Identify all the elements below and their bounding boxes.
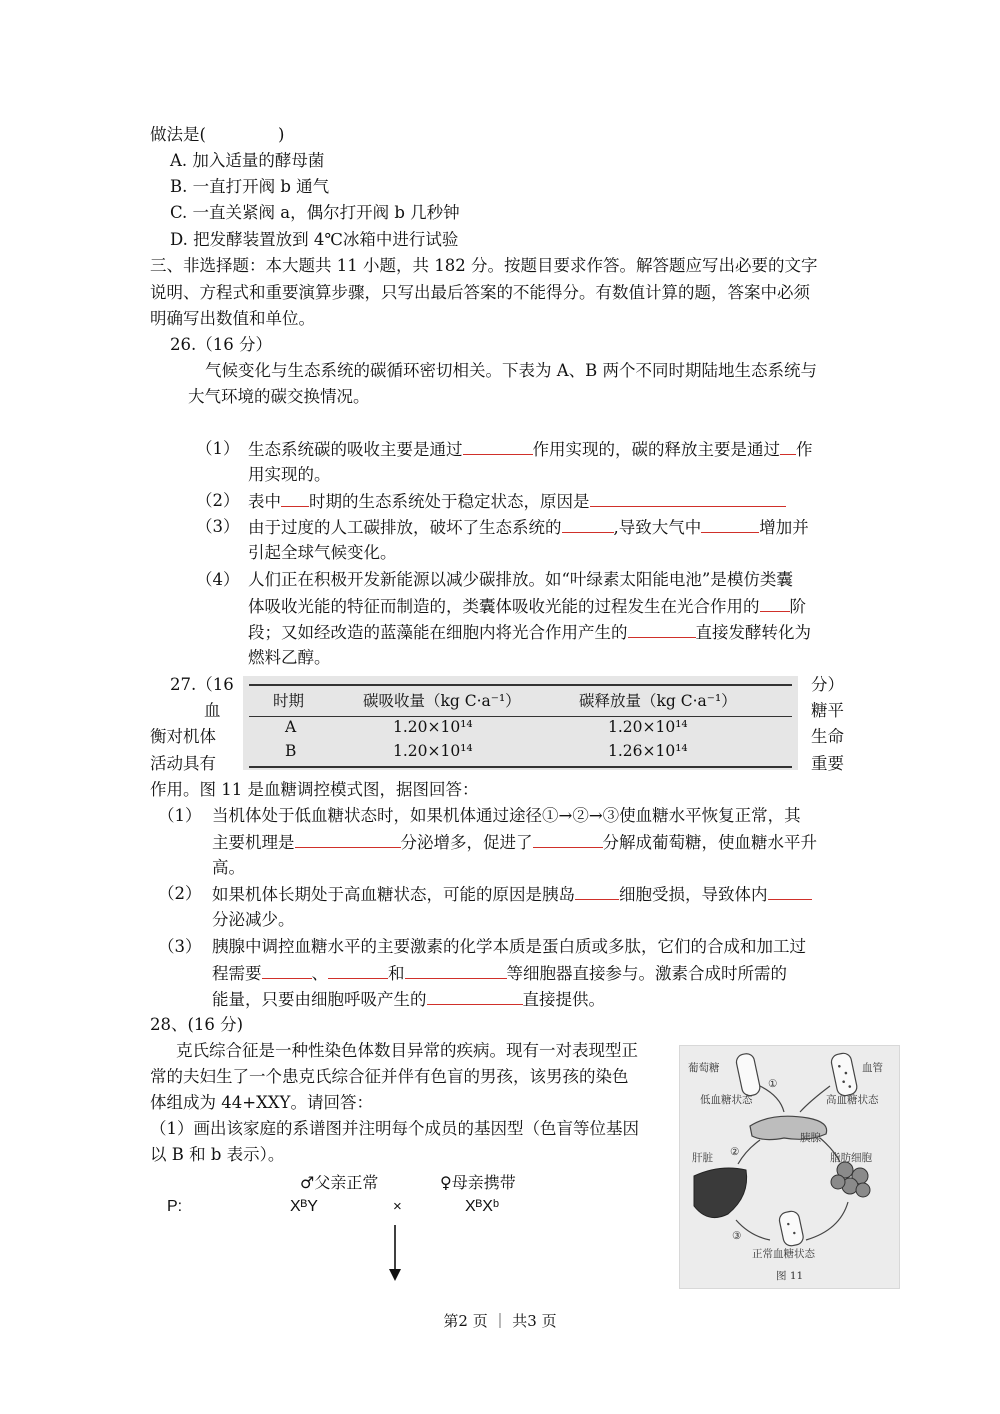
fig-caption: 图 11 — [776, 1270, 804, 1282]
q25-option-d: D. 把发酵装置放到 4℃冰箱中进行试验 — [170, 230, 459, 249]
fig-label-liver: 肝脏 — [692, 1152, 713, 1164]
table-cell-b-uptake: 1.20×10¹⁴ — [393, 742, 473, 760]
q27-sub2-line2: 分泌减少。 — [212, 910, 295, 929]
q26-sub3-line2: 引起全球气候变化。 — [248, 543, 397, 562]
q27-sub1-line1: 当机体处于低血糖状态时，如果机体通过途径①→②→③使血糖水平恢复正常，其 — [212, 806, 801, 825]
father-genotype: XᴮY — [290, 1198, 318, 1215]
carbon-exchange-table — [243, 676, 798, 770]
answer-blank[interactable] — [281, 488, 309, 507]
q27-sub2-number: （2） — [158, 884, 202, 903]
q26-sub4-line1: 人们正在积极开发新能源以减少碳排放。如“叶绿素太阳能电池”是模仿类囊 — [248, 570, 793, 589]
q27-text-left-2: 血 — [204, 701, 221, 720]
father-label: ♂父亲正常 — [300, 1173, 379, 1192]
q27-sub2-line1: 如果机体长期处于高血糖状态，可能的原因是胰岛 细胞受损，导致体内 — [212, 881, 812, 908]
fig-step-3: ③ — [732, 1230, 742, 1242]
answer-blank[interactable] — [328, 960, 388, 979]
answer-blank[interactable] — [768, 881, 812, 900]
q27-text-left-3: 衡对机体 — [150, 727, 216, 746]
q28-para-3: 体组成为 44+XXY。请回答： — [150, 1093, 373, 1112]
table-cell-a-period: A — [285, 718, 297, 736]
q28-para-1: 克氏综合征是一种性染色体数目异常的疾病。现有一对表现型正 — [176, 1041, 638, 1060]
fig-label-vessel: 血管 — [862, 1062, 883, 1074]
parent-generation-label: P: — [167, 1198, 183, 1215]
q28-para-5: 以 B 和 b 表示）。 — [150, 1145, 285, 1164]
q27-text-right-3: 生命 — [811, 727, 844, 746]
section3-line2: 说明、方程式和重要演算步骤，只写出最后答案的不能得分。有数值计算的题，答案中必须 — [150, 283, 810, 302]
answer-blank[interactable] — [628, 619, 696, 638]
answer-blank[interactable] — [405, 960, 507, 979]
q28-heading: 28、(16 分) — [150, 1015, 244, 1034]
q27-text-left-4: 活动具有 — [150, 754, 216, 773]
q27-heading-left: 27.（16 — [170, 675, 234, 694]
q27-text-right-2: 糖平 — [811, 701, 844, 720]
mother-label: ♀母亲携带 — [440, 1173, 516, 1192]
table-header-uptake: 碳吸收量（kg C·a⁻¹） — [363, 692, 521, 710]
q26-sub1-number: （1） — [196, 439, 240, 458]
q27-sub1-line3: 高。 — [212, 858, 245, 877]
mother-genotype: XᴮXᵇ — [465, 1198, 500, 1215]
section3-line3: 明确写出数值和单位。 — [150, 309, 315, 328]
cross-symbol: × — [393, 1198, 402, 1215]
q26-sub4-line4: 燃料乙醇。 — [248, 648, 331, 667]
q27-sub3-number: （3） — [158, 937, 202, 956]
section3-line1: 三、非选择题：本大题共 11 小题，共 182 分。按题目要求作答。解答题应写出必要的文字 — [150, 256, 818, 275]
fig-label-glucose: 葡萄糖 — [688, 1062, 720, 1074]
q26-intro-2: 大气环境的碳交换情况。 — [188, 387, 370, 406]
table-header-period: 时期 — [273, 692, 305, 710]
answer-blank[interactable] — [701, 514, 759, 533]
q26-intro-1: 气候变化与生态系统的碳循环密切相关。下表为 A、B 两个不同时期陆地生态系统与 — [205, 361, 818, 380]
q25-option-a: A. 加入适量的酵母菌 — [170, 151, 325, 170]
q27-text-5: 作用。图 11 是血糖调控模式图，据图回答： — [150, 780, 479, 799]
fig-label-pancreas: 胰腺 — [800, 1132, 821, 1144]
answer-blank[interactable] — [533, 829, 603, 848]
answer-blank[interactable] — [262, 960, 312, 979]
table-cell-b-period: B — [285, 742, 297, 760]
table-cell-b-release: 1.26×10¹⁴ — [608, 742, 688, 760]
q25-stem-end: 做法是( ) — [150, 125, 285, 144]
table-cell-a-release: 1.20×10¹⁴ — [608, 718, 688, 736]
q25-option-b: B. 一直打开阀 b 通气 — [170, 177, 330, 196]
q26-sub2-number: （2） — [196, 491, 240, 510]
q26-sub2-line: 表中 时期的生态系统处于稳定状态，原因是 — [248, 488, 786, 515]
q27-sub1-line2: 主要机理是 分泌增多，促进了 分解成葡萄糖，使血糖水平升 — [212, 829, 817, 856]
q27-text-right-4: 重要 — [811, 754, 844, 773]
answer-blank[interactable] — [427, 986, 523, 1005]
answer-blank[interactable] — [760, 593, 790, 612]
answer-blank[interactable] — [780, 436, 796, 455]
q26-sub1-line2: 用实现的。 — [248, 465, 331, 484]
q26-sub4-number: （4） — [196, 570, 240, 589]
answer-blank[interactable] — [463, 436, 533, 455]
fig-step-2: ② — [730, 1146, 740, 1158]
q28-para-2: 常的夫妇生了一个患克氏综合征并伴有色盲的男孩，该男孩的染色 — [150, 1067, 629, 1086]
table-header-release: 碳释放量（kg C·a⁻¹） — [579, 692, 737, 710]
answer-blank[interactable] — [295, 829, 401, 848]
q26-sub3-number: （3） — [196, 517, 240, 536]
q27-sub1-number: （1） — [158, 806, 202, 825]
q28-para-4: （1）画出该家庭的系谱图并注明每个成员的基因型（色盲等位基因 — [150, 1119, 639, 1138]
figure-11-blood-glucose-diagram — [679, 1045, 900, 1289]
q26-sub3-line1: 由于过度的人工碳排放，破坏了生态系统的 ,导致大气中 增加并 — [248, 514, 809, 541]
q26-sub4-line2: 体吸收光能的特征而制造的，类囊体吸收光能的过程发生在光合作用的 阶 — [248, 593, 806, 620]
fig-label-high: 高血糖状态 — [826, 1094, 879, 1106]
q27-sub3-line3: 能量，只要由细胞呼吸产生的 直接提供。 — [212, 986, 605, 1013]
answer-blank[interactable] — [575, 881, 619, 900]
q27-sub3-line1: 胰腺中调控血糖水平的主要激素的化学本质是蛋白质或多肽，它们的合成和加工过 — [212, 937, 806, 956]
page-footer: 第2 页 ｜ 共3 页 — [443, 1312, 557, 1330]
fig-step-1: ① — [768, 1078, 778, 1090]
answer-blank[interactable] — [562, 514, 614, 533]
fig-label-low: 低血糖状态 — [700, 1094, 753, 1106]
q27-sub3-line2: 程需要 、 和 等细胞器直接参与。激素合成时所需的 — [212, 960, 787, 987]
fig-label-normal: 正常血糖状态 — [752, 1248, 815, 1260]
q25-option-c: C. 一直关紧阀 a，偶尔打开阀 b 几秒钟 — [170, 203, 460, 222]
q26-sub4-line3: 段；又如经改造的蓝藻能在细胞内将光合作用产生的 直接发酵转化为 — [248, 619, 811, 646]
q27-heading-right: 分） — [811, 675, 844, 694]
q26-sub1-line1: 生态系统碳的吸收主要是通过 作用实现的，碳的释放主要是通过 作 — [248, 436, 813, 463]
fig-label-fat: 脂肪细胞 — [830, 1152, 872, 1164]
answer-blank[interactable] — [590, 488, 786, 507]
offspring-arrow — [385, 1225, 405, 1283]
q26-heading: 26.（16 分） — [170, 335, 272, 354]
table-cell-a-uptake: 1.20×10¹⁴ — [393, 718, 473, 736]
